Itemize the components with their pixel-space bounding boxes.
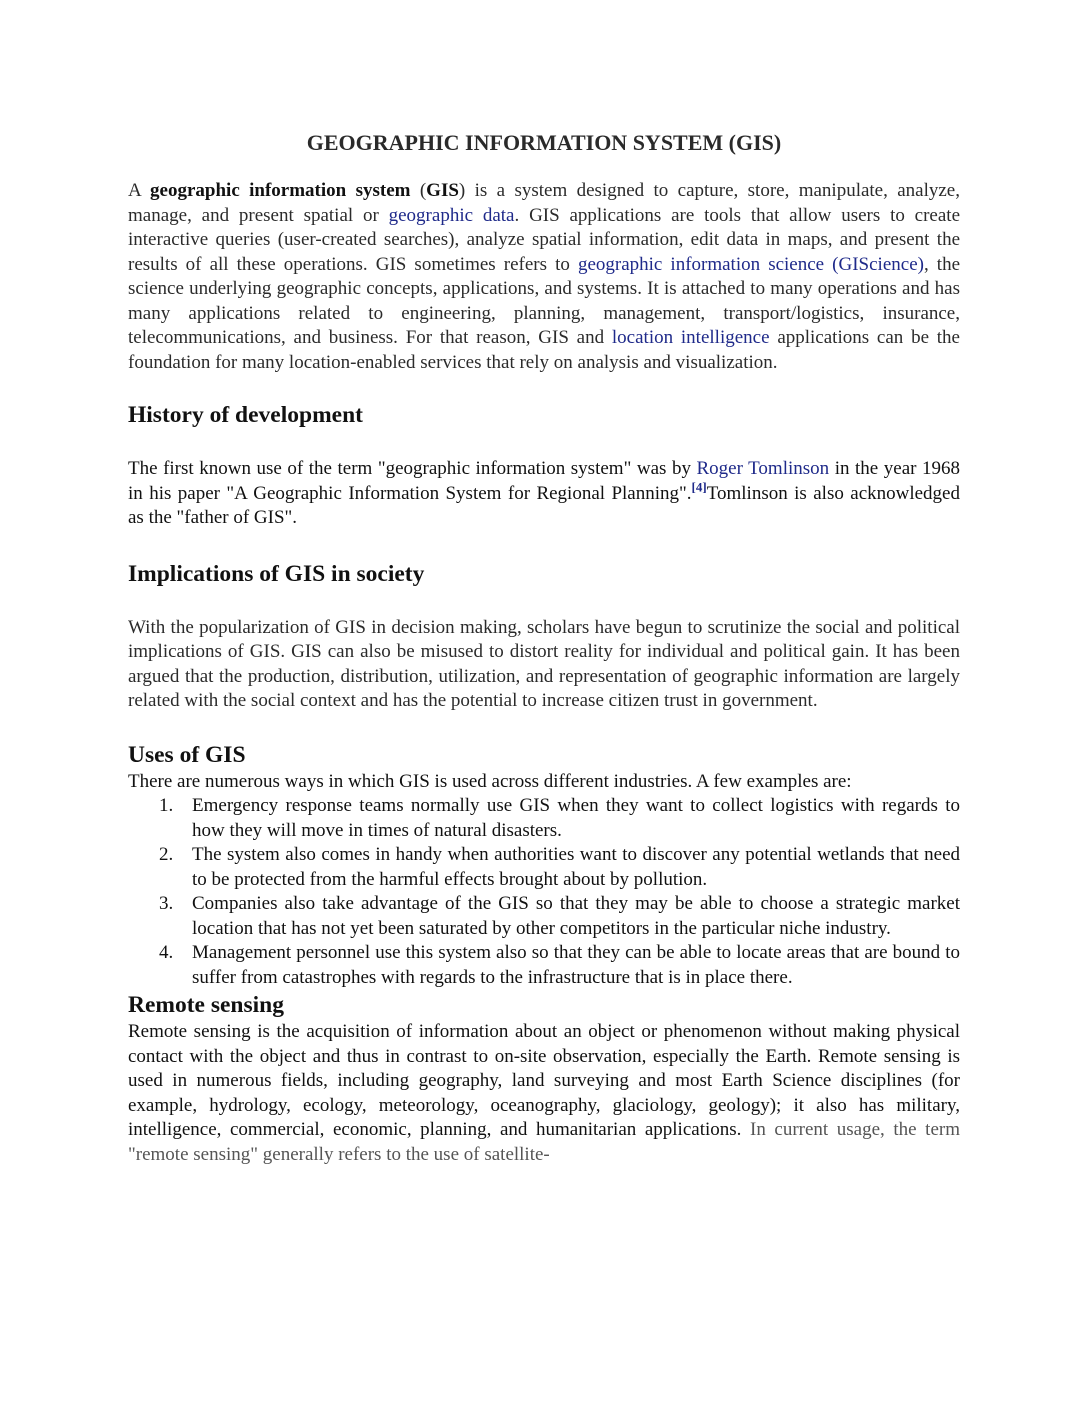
heading-uses: Uses of GIS (128, 741, 246, 768)
document-page (128, 128, 960, 1167)
history-text-2: in the year 1968 in his paper "A Geographic Information System for Regional Planning". (128, 458, 961, 504)
implications-paragraph: With the popularization of GIS in decision making, scholars have begun to scrutinize the social and political implications of GIS. GIS can also be misused to distort reality for individual and political gain. It has been argued that the production, distribution, utilization, and representation of geographic information are largely related with the social context and has the potential to increase citizen trust in government. (128, 616, 960, 711)
heading-remote-sensing: Remote sensing (128, 992, 284, 1018)
citation-link[interactable]: [4] (691, 479, 707, 495)
intro-text-1: A (128, 180, 151, 201)
heading-history: History of development (128, 402, 363, 428)
uses-intro: There are numerous ways in which GIS is used across different industries. A few examples are: (128, 770, 852, 792)
list-item (159, 794, 960, 843)
history-paragraph (128, 457, 960, 531)
link-geographic-data[interactable]: geographic data (388, 204, 515, 226)
intro-text-5: , the science underlying geographic concepts, applications, and systems. It is attached to many operations and has many applications related to engineering, planning, management, transport/logistics, insurance, telecommunications, and business. For that reason, GIS and (128, 253, 961, 348)
remote-sensing-paragraph (128, 1020, 960, 1167)
list-item-number: 2. (159, 844, 174, 865)
intro-bold-term: geographic information system (150, 180, 411, 201)
list-item-text: Emergency response teams normally use GIS when they want to collect logistics with regards to how they will move in times of natural disasters. (192, 795, 960, 841)
uses-list (128, 794, 960, 990)
list-item-number: 3. (159, 893, 174, 914)
list-item-number: 4. (159, 942, 174, 963)
history-text-3: Tomlinson is also acknowledged as the "father of GIS". (128, 482, 960, 528)
list-item (159, 843, 960, 892)
link-location-intelligence[interactable]: location intelligence (611, 327, 770, 348)
intro-text-3: ) is a system designed to capture, store, manipulate, analyze, manage, and present spatial or (128, 180, 960, 226)
list-item-text: Management personnel use this system also so that they can be able to locate areas that are bound to suffer from catastrophes with regards to the infrastructure that is in place there. (192, 942, 960, 988)
document-title: GEOGRAPHIC INFORMATION SYSTEM (GIS) (306, 130, 782, 155)
remote-text-1: Remote sensing is the acquisition of information about an object or phenomenon without making physical contact with the object and thus in contrast to on-site observation, especially the Earth. Remote sensing is used in numerous fields, including geography, land surveying and most Earth Science disciplines (for example, hydrology, ecology, meteorology, oceanography, glaciology, geology); it also has military, intelligence, commercial, economic, planning, and humanitarian applications. (128, 1021, 960, 1140)
intro-paragraph (128, 179, 960, 375)
list-item-text: Companies also take advantage of the GIS so that they may be able to choose a strategic market location that has not yet been saturated by other competitors in the particular niche industry. (192, 893, 960, 939)
remote-text-2: In current usage, the term "remote sensing" generally refers to the use of satellite- (128, 1119, 960, 1165)
link-roger-tomlinson[interactable]: Roger Tomlinson (696, 458, 830, 479)
intro-text-4: . GIS applications are tools that allow users to create interactive queries (user-created searches), analyze spatial information, edit data in maps, and present the results of all these operations. GIS sometimes refers to (128, 204, 960, 275)
list-item (159, 892, 960, 941)
heading-implications: Implications of GIS in society (128, 560, 425, 587)
intro-text-2: ( (410, 180, 427, 201)
history-text-1: The first known use of the term "geographic information system" was by (128, 458, 697, 479)
list-item (159, 941, 960, 990)
list-item-number: 1. (159, 795, 174, 816)
list-item-text: The system also comes in handy when authorities want to discover any potential wetlands that need to be protected from the harmful effects brought about by pollution. (192, 844, 960, 890)
intro-text-6: applications can be the foundation for many location-enabled services that rely on analysis and visualization. (128, 327, 960, 373)
link-giscience[interactable]: geographic information science (GIScience) (577, 253, 924, 275)
intro-bold-abbrev: GIS (426, 180, 459, 201)
